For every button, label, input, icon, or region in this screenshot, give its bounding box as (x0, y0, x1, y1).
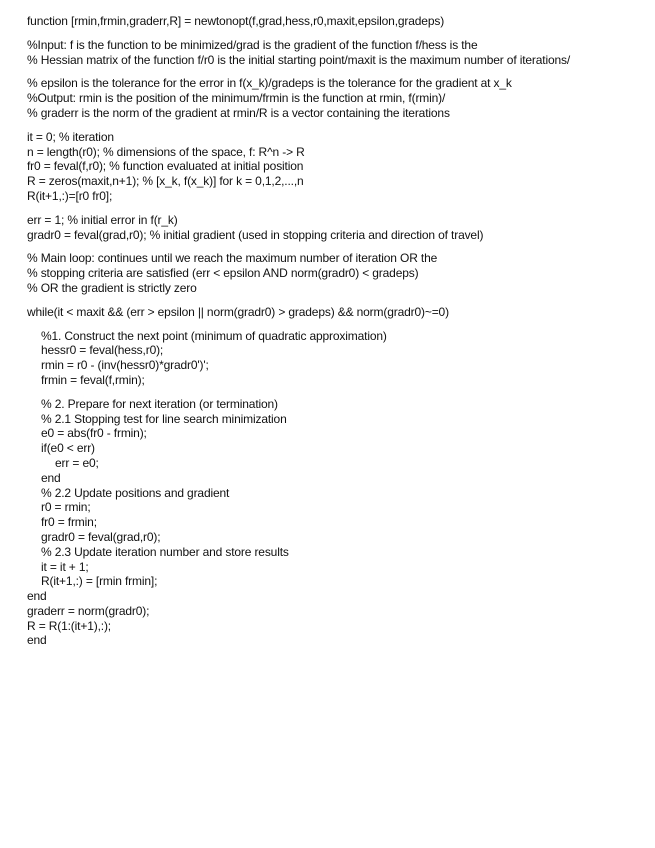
blank-line (27, 388, 647, 397)
comment-line: % epsilon is the tolerance for the error in f(x_k)/gradeps is the tolerance for the gradient at x_k (27, 76, 512, 91)
code-line: gradr0 = feval(grad,r0); (41, 529, 161, 544)
blank-line (27, 320, 647, 329)
code-line: it = 0; % iteration (27, 129, 114, 144)
comment-line: % 2.3 Update iteration number and store results (41, 544, 289, 559)
comment-line: % Main loop: continues until we reach the maximum number of iteration OR the (27, 251, 438, 266)
comment-line: %1. Construct the next point (minimum of quadratic approximation) (41, 328, 387, 343)
code-line: fr0 = feval(f,r0); % function evaluated at initial position (27, 159, 304, 174)
comment-line: % Hessian matrix of the function f/r0 is the initial starting point/maxit is the maximum number of iterations/ (27, 52, 571, 67)
code-line: n = length(r0); % dimensions of the space, f: R^n -> R (27, 144, 305, 159)
code-line: rmin = r0 - (inv(hessr0)*gradr0')'; (41, 358, 209, 373)
code-document (27, 14, 647, 648)
code-line: end (27, 589, 47, 604)
code-line: R(it+1,:)=[r0 fr0]; (27, 188, 113, 203)
comment-line: %Output: rmin is the position of the minimum/frmin is the function at rmin, f(rmin)/ (27, 91, 446, 106)
blank-line (27, 29, 647, 38)
code-line: it = it + 1; (41, 559, 89, 574)
code-line: err = 1; % initial error in f(r_k) (27, 212, 178, 227)
code-line: if(e0 < err) (41, 441, 95, 456)
code-line: while(it < maxit && (err > epsilon || norm(gradr0) > gradeps) && norm(gradr0)~=0) (27, 304, 449, 319)
blank-line (27, 242, 647, 251)
comment-line: % OR the gradient is strictly zero (27, 280, 197, 295)
code-line: R(it+1,:) = [rmin frmin]; (41, 574, 158, 589)
blank-line (27, 204, 647, 213)
comment-line: % 2.1 Stopping test for line search minimization (41, 411, 287, 426)
comment-line: % graderr is the norm of the gradient at rmin/R is a vector containing the iterations (27, 105, 450, 120)
code-line: R = zeros(maxit,n+1); % [x_k, f(x_k)] for k = 0,1,2,...,n (27, 174, 304, 189)
code-line: function [rmin,frmin,graderr,R] = newtonopt(f,grad,hess,r0,maxit,epsilon,gradeps) (27, 14, 445, 28)
code-line: err = e0; (55, 455, 99, 470)
blank-line (27, 67, 647, 76)
code-line: hessr0 = feval(hess,r0); (41, 343, 164, 358)
comment-line: % 2. Prepare for next iteration (or termination) (41, 396, 278, 411)
blank-line (27, 121, 647, 130)
code-line: gradr0 = feval(grad,r0); % initial gradient (used in stopping criteria and direction of travel) (27, 227, 484, 242)
comment-line: % 2.2 Update positions and gradient (41, 485, 230, 500)
code-line: frmin = feval(f,rmin); (41, 372, 145, 387)
code-line: end (41, 470, 61, 485)
comment-line: %Input: f is the function to be minimized/grad is the gradient of the function f/hess is the (27, 37, 478, 52)
code-line: graderr = norm(gradr0); (27, 603, 150, 618)
code-line: r0 = rmin; (41, 500, 91, 515)
blank-line (27, 296, 647, 305)
code-line: R = R(1:(it+1),:); (27, 618, 111, 633)
comment-line: % stopping criteria are satisfied (err < epsilon AND norm(gradr0) < gradeps) (27, 266, 419, 281)
code-line: end (27, 633, 47, 648)
code-line: fr0 = frmin; (41, 515, 97, 530)
code-line: e0 = abs(fr0 - frmin); (41, 426, 147, 441)
